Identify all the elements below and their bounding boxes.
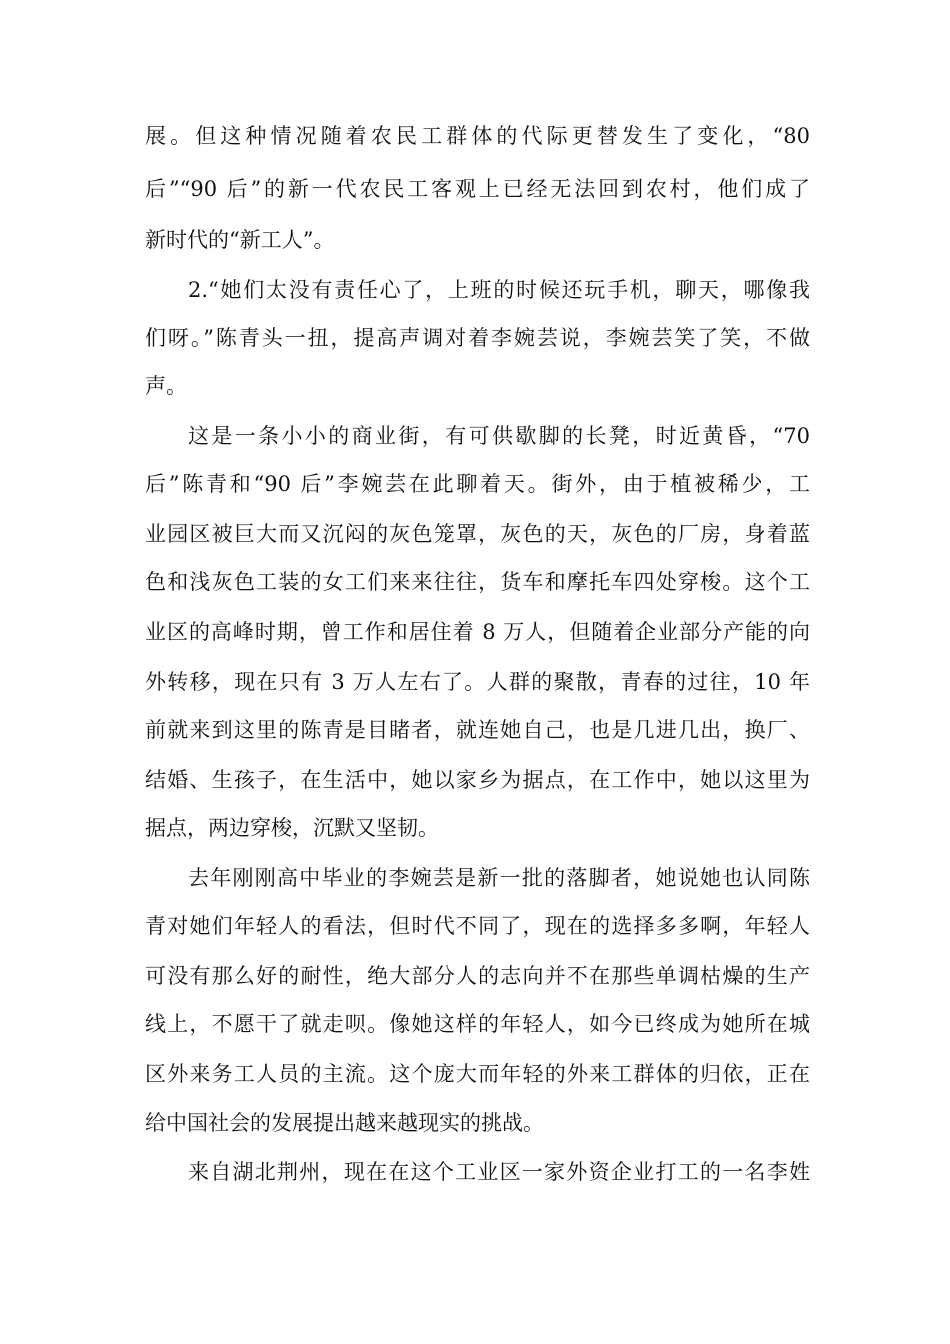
text-line: 来自湖北荆州，现在在这个工业区一家外资企业打工的一名李姓 — [188, 1160, 810, 1184]
text-line: 外转移，现在只有 3 万人左右了。人群的聚散，青春的过往，10 年 — [145, 670, 810, 694]
text-line: 前就来到这里的陈青是目睹者，就连她自己，也是几进几出，换厂、 — [145, 718, 810, 742]
text-line: 去年刚刚高中毕业的李婉芸是新一批的落脚者，她说她也认同陈 — [188, 866, 810, 890]
text-line: 区外来务工人员的主流。这个庞大而年轻的外来工群体的归依，正在 — [145, 1062, 810, 1086]
text-line: 业区的高峰时期，曾工作和居住着 8 万人，但随着企业部分产能的向 — [145, 620, 810, 644]
text-line: 声。 — [145, 374, 187, 398]
text-line: 色和浅灰色工装的女工们来来往往，货车和摩托车四处穿梭。这个工 — [145, 570, 810, 594]
text-line: 青对她们年轻人的看法，但时代不同了，现在的选择多多啊，年轻人 — [145, 914, 810, 938]
text-line: 可没有那么好的耐性，绝大部分人的志向并不在那些单调枯燥的生产 — [145, 964, 810, 988]
text-line: 2.“她们太没有责任心了，上班的时候还玩手机，聊天，哪像我 — [188, 278, 810, 302]
text-line: 线上，不愿干了就走呗。像她这样的年轻人，如今已终成为她所在城 — [145, 1012, 810, 1036]
text-line: 这是一条小小的商业街，有可供歇脚的长凳，时近黄昏，“70 — [188, 424, 810, 448]
text-line: 据点，两边穿梭，沉默又坚韧。 — [145, 816, 439, 840]
text-line: 们呀。”陈青头一扭，提高声调对着李婉芸说，李婉芸笑了笑，不做 — [145, 326, 810, 350]
text-line: 新时代的“新工人”。 — [145, 228, 335, 252]
text-line: 后”陈青和“90 后”李婉芸在此聊着天。街外，由于植被稀少，工 — [145, 472, 810, 496]
text-line: 后”“90 后”的新一代农民工客观上已经无法回到农村，他们成了 — [145, 177, 810, 201]
text-line: 结婚、生孩子，在生活中，她以家乡为据点，在工作中，她以这里为 — [145, 768, 810, 792]
text-line: 展。但这种情况随着农民工群体的代际更替发生了变化，“80 — [145, 124, 810, 148]
text-line: 业园区被巨大而又沉闷的灰色笼罩，灰色的天，灰色的厂房，身着蓝 — [145, 522, 810, 546]
text-line: 给中国社会的发展提出越来越现实的挑战。 — [145, 1111, 544, 1135]
